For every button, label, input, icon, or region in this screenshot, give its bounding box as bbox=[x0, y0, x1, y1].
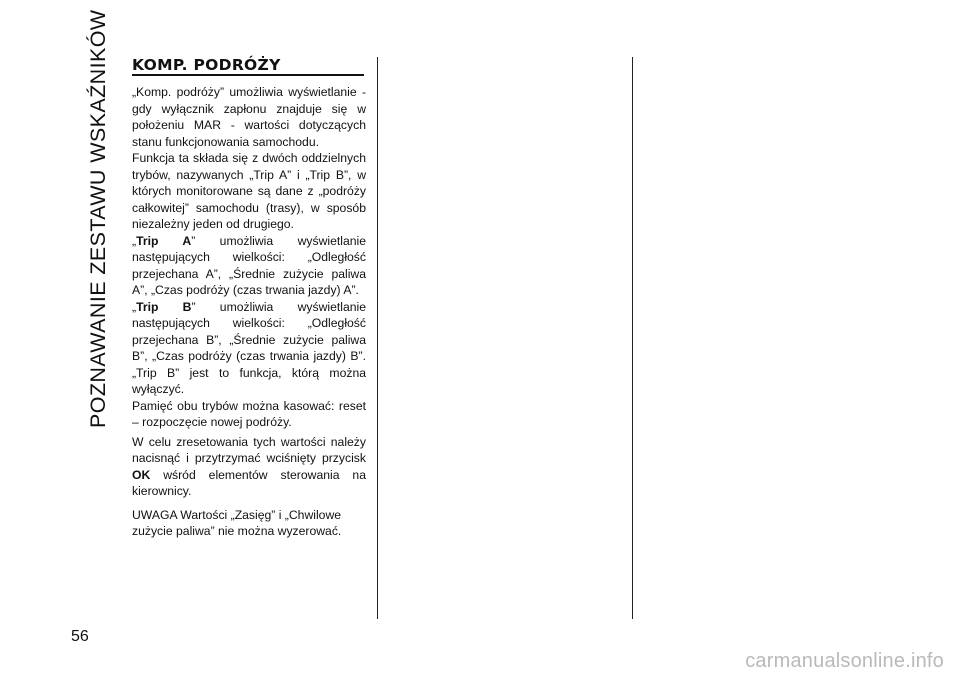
column-divider bbox=[632, 57, 633, 619]
reset-text-after: wśród elementów sterowania na kierownicy. bbox=[132, 467, 366, 498]
page-number: 56 bbox=[71, 628, 89, 645]
paragraph-intro: „Komp. podróży” umożliwia wyświetlanie - gdy wyłącznik zapłonu znajduje się w położeniu MAR - wartości dotyczących stanu funkcjonowania samochodu. bbox=[132, 85, 366, 149]
trip-a-label: Trip A bbox=[136, 233, 192, 248]
trip-a-text: ” umożliwia wyświetlanie następujących wielkości: „Odległość przejechana A”, „Średnie zużycie paliwa A”, „Czas podróży (czas trwania jazdy) A”. bbox=[132, 233, 366, 297]
paragraph-modes: Funkcja ta składa się z dwóch oddzielnych trybów, nazywanych „Trip A” i „Trip B”, w których monitorowane są dane z „podróży całkowitej” samochodu (trasy), w sposób niezależny jeden od drugiego. bbox=[132, 151, 366, 231]
paragraph-trip-b bbox=[132, 299, 366, 398]
open-quote: „ bbox=[132, 233, 137, 248]
column-divider bbox=[377, 57, 378, 619]
paragraph-reset-instructions bbox=[132, 434, 366, 500]
section-title: KOMP. PODRÓŻY bbox=[132, 56, 281, 74]
chapter-title-vertical: POZNAWANIE ZESTAWU WSKAŹNIKÓW bbox=[86, 9, 110, 428]
trip-b-text: ” umożliwia wyświetlanie następujących wielkości: „Odległość przejechana B”, „Średnie zużycie paliwa B”, „Czas podróży (czas trwania jazdy) B”. „Trip B” jest to funkcja, którą można wyłączyć. bbox=[132, 299, 366, 396]
trip-b-label: Trip B bbox=[136, 299, 192, 314]
article-body bbox=[132, 84, 366, 540]
watermark: carmanualsonline.info bbox=[745, 650, 944, 672]
paragraph-note: UWAGA Wartości „Zasięg” i „Chwilowe zużycie paliwa” nie można wyzerować. bbox=[132, 507, 342, 538]
paragraph-trip-a bbox=[132, 233, 366, 299]
ok-button-label: OK bbox=[132, 467, 151, 482]
open-quote: „ bbox=[132, 299, 137, 314]
title-underline bbox=[132, 74, 364, 76]
paragraph-reset: Pamięć obu trybów można kasować: reset – rozpoczęcie nowej podróży. bbox=[132, 398, 366, 429]
reset-text-before: W celu zresetowania tych wartości należy nacisnąć i przytrzymać wciśnięty przycisk bbox=[132, 434, 366, 465]
